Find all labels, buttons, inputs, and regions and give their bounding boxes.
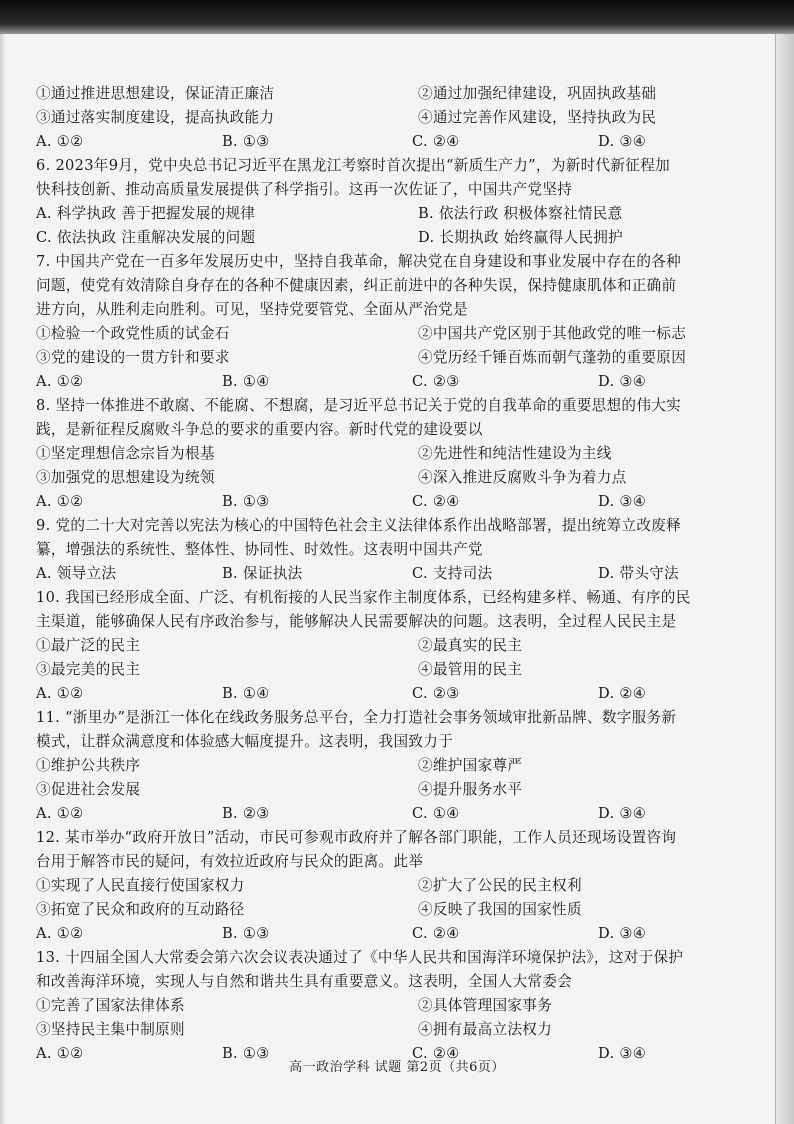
statement-options-row xyxy=(36,226,760,250)
question-stem-line: 台用于解答市民的疑问，有效拉近政府与民众的距离。此举 xyxy=(36,853,424,870)
statement-option: ④通过完善作风建设，坚持执政为民 xyxy=(418,109,657,126)
statement-option: ④拥有最高立法权力 xyxy=(418,1021,553,1038)
question-stem-line: 13. 十四届全国人大常委会第六次会议表决通过了《中华人民共和国海洋环境保护法》，这对于保护 xyxy=(36,949,684,966)
statement-option: ②最真实的民主 xyxy=(418,637,523,654)
answer-choice: B. ①③ xyxy=(222,493,270,510)
answer-choices-row xyxy=(36,802,760,826)
question-stem-line: 7. 中国共产党在一百多年发展历史中，坚持自我革命，解决党在自身建设和事业发展中存在的各种 xyxy=(36,253,682,270)
statement-option: D. 长期执政 始终赢得人民拥护 xyxy=(418,229,624,246)
answer-choice: A. 领导立法 xyxy=(36,565,117,582)
answer-choice: A. ①② xyxy=(36,133,84,150)
statement-option: ③促进社会发展 xyxy=(36,781,141,798)
question-stem-line: 进方向，从胜利走向胜利。可见，坚持党要管党、全面从严治党是 xyxy=(36,301,468,318)
answer-choice: D. ②④ xyxy=(598,685,647,702)
question-stem-line: 11. “浙里办”是浙江一体化在线政务服务总平台，全力打造社会事务领域审批新品牌、数字服务新 xyxy=(36,709,677,726)
scan-left-edge xyxy=(0,34,6,1124)
answer-choice: C. ②④ xyxy=(412,133,460,150)
answer-choice: C. 支持司法 xyxy=(412,565,493,582)
statement-option: ④深入推进反腐败斗争为着力点 xyxy=(418,469,627,486)
statement-options-row xyxy=(36,322,760,346)
answer-choice: D. ③④ xyxy=(598,805,647,822)
answer-choice: B. ①③ xyxy=(222,925,270,942)
statement-option: ④党历经千锤百炼而朝气蓬勃的重要原因 xyxy=(418,349,687,366)
statement-option: C. 依法执政 注重解决发展的问题 xyxy=(36,229,256,246)
statement-options-row xyxy=(36,994,760,1018)
question-stem-line: 问题，使党有效清除自身存在的各种不健康因素，纠正前进中的各种失误，保持健康肌体和正确前 xyxy=(36,277,677,294)
answer-choice: B. ①③ xyxy=(222,133,270,150)
statement-option: ③党的建设的一贯方针和要求 xyxy=(36,349,230,366)
statement-option: ②先进性和纯洁性建设为主线 xyxy=(418,445,612,462)
statement-option: B. 依法行政 积极体察社情民意 xyxy=(418,205,623,222)
answer-choices-row xyxy=(36,922,760,946)
statement-options-row xyxy=(36,1018,760,1042)
answer-choice: C. ②④ xyxy=(412,925,460,942)
answer-choice: C. ②④ xyxy=(412,1045,460,1062)
answer-choice: D. ③④ xyxy=(598,373,647,390)
question-stem-line: 8. 坚持一体推进不敢腐、不能腐、不想腐，是习近平总书记关于党的自我革命的重要思想的伟大实 xyxy=(36,397,682,414)
answer-choice: A. ①② xyxy=(36,493,84,510)
answer-choice: B. ①④ xyxy=(222,373,270,390)
question-stem-line: 主渠道，能够确保人民有序政治参与，能够解决人民需要解决的问题。这表明，全过程人民民主是 xyxy=(36,613,677,630)
answer-choice: A. ①② xyxy=(36,805,84,822)
answer-choice: B. ①④ xyxy=(222,685,270,702)
question-stem-line: 纂，增强法的系统性、整体性、协同性、时效性。这表明中国共产党 xyxy=(36,541,483,558)
answer-choice: C. ①④ xyxy=(412,805,460,822)
statement-option: ④反映了我国的国家性质 xyxy=(418,901,582,918)
question-stem-line: 和改善海洋环境，实现人与自然和谐共生具有重要意义。这表明，全国人大常委会 xyxy=(36,973,573,990)
statement-option: ①完善了国家法律体系 xyxy=(36,997,185,1014)
answer-choice: B. ①③ xyxy=(222,1045,270,1062)
statement-option: ①通过推进思想建设，保证清正廉洁 xyxy=(36,85,275,102)
statement-options-row xyxy=(36,634,760,658)
question-stem-line: 快科技创新、推动高质量发展提供了科学指引。这再一次佐证了，中国共产党坚持 xyxy=(36,181,573,198)
statement-options-row xyxy=(36,346,760,370)
answer-choice: A. ①② xyxy=(36,925,84,942)
answer-choices-row xyxy=(36,562,760,586)
answer-choices-row xyxy=(36,370,760,394)
answer-choice: A. ①② xyxy=(36,685,84,702)
statement-option: ②具体管理国家事务 xyxy=(418,997,553,1014)
answer-choice: B. ②③ xyxy=(222,805,270,822)
scan-right-margin xyxy=(775,34,794,1124)
statement-option: ④提升服务水平 xyxy=(418,781,523,798)
statement-option: ①维护公共秩序 xyxy=(36,757,141,774)
statement-option: ②通过加强纪律建设，巩固执政基础 xyxy=(418,85,657,102)
statement-option: ②扩大了公民的民主权利 xyxy=(418,877,582,894)
statement-options-row xyxy=(36,778,760,802)
scan-top-border xyxy=(0,0,794,34)
statement-option: ②维护国家尊严 xyxy=(418,757,523,774)
question-stem-line: 10. 我国已经形成全面、广泛、有机衔接的人民当家作主制度体系，已经构建多样、畅通、有序的民 xyxy=(36,589,691,606)
answer-choices-row xyxy=(36,130,760,154)
answer-choices-row xyxy=(36,490,760,514)
statement-option: ④最管用的民主 xyxy=(418,661,523,678)
answer-choice: D. ③④ xyxy=(598,925,647,942)
answer-choice: B. 保证执法 xyxy=(222,565,303,582)
question-stem-line: 践，是新征程反腐败斗争总的要求的重要内容。新时代党的建设要以 xyxy=(36,421,483,438)
question-stem-line: 6. 2023年9月，党中央总书记习近平在黑龙江考察时首次提出“新质生产力”，为新时代新征程加 xyxy=(36,157,670,174)
answer-choice: D. ③④ xyxy=(598,493,647,510)
statement-options-row xyxy=(36,82,760,106)
statement-option: ③拓宽了民众和政府的互动路径 xyxy=(36,901,245,918)
answer-choice: D. 带头守法 xyxy=(598,565,679,582)
question-stem-line: 12. 某市举办“政府开放日”活动，市民可参观市政府并了解各部门职能，工作人员还现场设置咨询 xyxy=(36,829,677,846)
answer-choice: D. ③④ xyxy=(598,1045,647,1062)
answer-choice: D. ③④ xyxy=(598,133,647,150)
statement-options-row xyxy=(36,466,760,490)
statement-option: ①坚定理想信念宗旨为根基 xyxy=(36,445,215,462)
question-stem-line: 9. 党的二十大对完善以宪法为核心的中国特色社会主义法律体系作出战略部署，提出统筹立改废释 xyxy=(36,517,682,534)
answer-choice: C. ②③ xyxy=(412,685,460,702)
answer-choices-row xyxy=(36,682,760,706)
statement-options-row xyxy=(36,202,760,226)
statement-options-row xyxy=(36,874,760,898)
statement-option: ①最广泛的民主 xyxy=(36,637,141,654)
statement-option: ②中国共产党区别于其他政党的唯一标志 xyxy=(418,325,687,342)
statement-options-row xyxy=(36,898,760,922)
statement-options-row xyxy=(36,754,760,778)
answer-choice: A. ①② xyxy=(36,1045,84,1062)
statement-options-row xyxy=(36,658,760,682)
statement-options-row xyxy=(36,106,760,130)
statement-option: ③最完美的民主 xyxy=(36,661,141,678)
answer-choice: C. ②③ xyxy=(412,373,460,390)
statement-option: ③通过落实制度建设，提高执政能力 xyxy=(36,109,275,126)
statement-option: ①检验一个政党性质的试金石 xyxy=(36,325,230,342)
question-stem-line: 模式，让群众满意度和体验感大幅度提升。这表明，我国致力于 xyxy=(36,733,454,750)
statement-option: ①实现了人民直接行使国家权力 xyxy=(36,877,245,894)
statement-option: ③加强党的思想建设为统领 xyxy=(36,469,215,486)
answer-choice: A. ①② xyxy=(36,373,84,390)
answer-choice: C. ②④ xyxy=(412,493,460,510)
page-footer: 高一政治学科 试题 第2页（共6页） xyxy=(289,1060,505,1075)
statement-options-row xyxy=(36,442,760,466)
statement-option: A. 科学执政 善于把握发展的规律 xyxy=(36,205,256,222)
statement-option: ③坚持民主集中制原则 xyxy=(36,1021,185,1038)
exam-page-content xyxy=(36,82,760,1066)
